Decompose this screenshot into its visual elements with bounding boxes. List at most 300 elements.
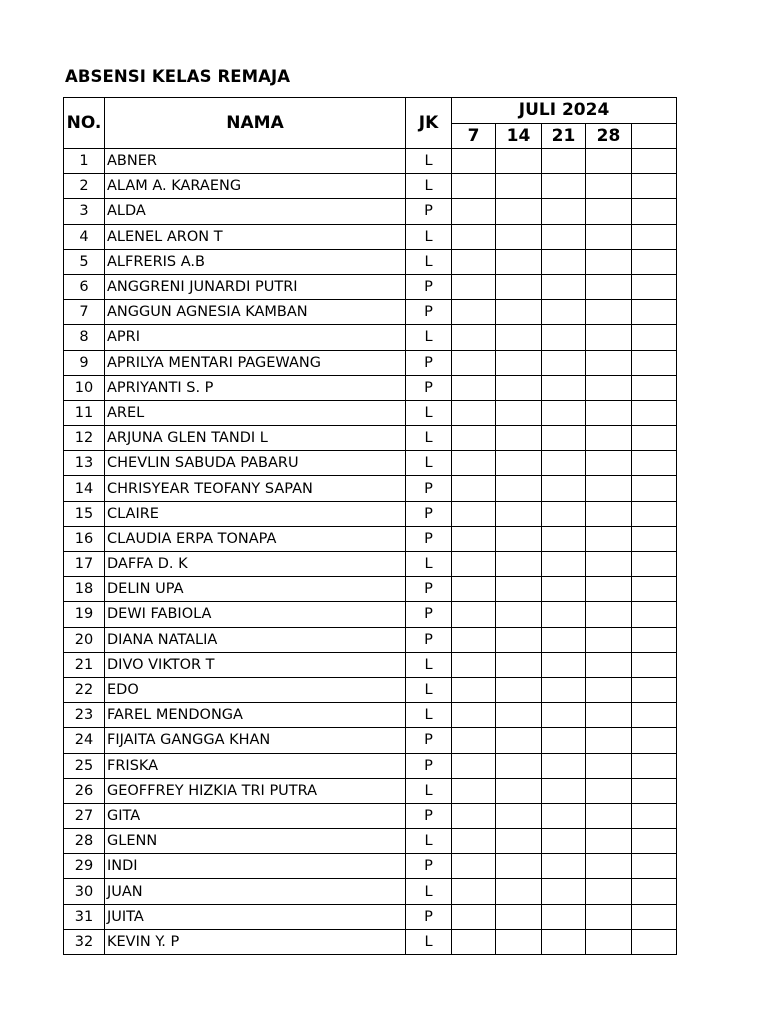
attendance-cell[interactable] xyxy=(452,652,496,677)
attendance-cell[interactable] xyxy=(452,249,496,274)
attendance-cell[interactable] xyxy=(542,174,586,199)
attendance-cell[interactable] xyxy=(632,829,677,854)
attendance-cell[interactable] xyxy=(452,174,496,199)
attendance-cell[interactable] xyxy=(496,149,542,174)
student-name: ANGGRENI JUNARDI PUTRI xyxy=(105,274,406,299)
student-name: FAREL MENDONGA xyxy=(105,703,406,728)
attendance-cell[interactable] xyxy=(586,451,632,476)
row-number: 31 xyxy=(64,904,105,929)
table-row xyxy=(64,400,677,425)
attendance-cell[interactable] xyxy=(632,728,677,753)
student-gender: P xyxy=(406,627,452,652)
attendance-cell[interactable] xyxy=(452,426,496,451)
attendance-cell[interactable] xyxy=(452,149,496,174)
attendance-cell[interactable] xyxy=(452,929,496,954)
student-name: DELIN UPA xyxy=(105,577,406,602)
table-row xyxy=(64,249,677,274)
attendance-cell[interactable] xyxy=(586,552,632,577)
attendance-cell[interactable] xyxy=(452,274,496,299)
attendance-cell[interactable] xyxy=(632,149,677,174)
attendance-cell[interactable] xyxy=(496,274,542,299)
attendance-cell[interactable] xyxy=(586,854,632,879)
student-gender: P xyxy=(406,854,452,879)
student-name: ALAM A. KARAENG xyxy=(105,174,406,199)
attendance-cell[interactable] xyxy=(542,526,586,551)
attendance-cell[interactable] xyxy=(632,602,677,627)
attendance-cell[interactable] xyxy=(496,199,542,224)
student-gender: L xyxy=(406,451,452,476)
attendance-cell[interactable] xyxy=(632,652,677,677)
row-number: 18 xyxy=(64,577,105,602)
student-name: ALDA xyxy=(105,199,406,224)
attendance-cell[interactable] xyxy=(542,224,586,249)
attendance-cell[interactable] xyxy=(542,829,586,854)
attendance-cell[interactable] xyxy=(496,375,542,400)
student-name: ALFRERIS A.B xyxy=(105,249,406,274)
attendance-cell[interactable] xyxy=(586,526,632,551)
table-row xyxy=(64,476,677,501)
attendance-cell[interactable] xyxy=(496,753,542,778)
attendance-cell[interactable] xyxy=(586,753,632,778)
attendance-cell[interactable] xyxy=(452,552,496,577)
attendance-cell[interactable] xyxy=(452,501,496,526)
table-row xyxy=(64,753,677,778)
attendance-cell[interactable] xyxy=(632,526,677,551)
attendance-cell[interactable] xyxy=(542,879,586,904)
row-number: 10 xyxy=(64,375,105,400)
row-number: 4 xyxy=(64,224,105,249)
attendance-cell[interactable] xyxy=(452,300,496,325)
attendance-cell[interactable] xyxy=(632,854,677,879)
row-number: 24 xyxy=(64,728,105,753)
attendance-cell[interactable] xyxy=(632,199,677,224)
student-name: ANGGUN AGNESIA KAMBAN xyxy=(105,300,406,325)
attendance-cell[interactable] xyxy=(496,577,542,602)
attendance-cell[interactable] xyxy=(542,803,586,828)
header-row-top xyxy=(64,98,677,124)
attendance-cell[interactable] xyxy=(586,249,632,274)
row-number: 3 xyxy=(64,199,105,224)
table-row xyxy=(64,703,677,728)
attendance-cell[interactable] xyxy=(496,778,542,803)
attendance-cell[interactable] xyxy=(496,426,542,451)
student-name: CLAIRE xyxy=(105,501,406,526)
attendance-cell[interactable] xyxy=(542,677,586,702)
student-gender: P xyxy=(406,501,452,526)
student-name: DIVO VIKTOR T xyxy=(105,652,406,677)
table-row xyxy=(64,879,677,904)
student-gender: L xyxy=(406,778,452,803)
attendance-cell[interactable] xyxy=(496,627,542,652)
attendance-cell[interactable] xyxy=(452,375,496,400)
attendance-cell[interactable] xyxy=(586,300,632,325)
attendance-cell[interactable] xyxy=(542,375,586,400)
attendance-cell[interactable] xyxy=(542,400,586,425)
attendance-cell[interactable] xyxy=(586,803,632,828)
attendance-cell[interactable] xyxy=(496,249,542,274)
row-number: 17 xyxy=(64,552,105,577)
attendance-cell[interactable] xyxy=(632,451,677,476)
row-number: 32 xyxy=(64,929,105,954)
table-row xyxy=(64,552,677,577)
attendance-cell[interactable] xyxy=(542,627,586,652)
table-row xyxy=(64,451,677,476)
attendance-cell[interactable] xyxy=(542,249,586,274)
student-gender: L xyxy=(406,829,452,854)
attendance-cell[interactable] xyxy=(496,552,542,577)
student-gender: P xyxy=(406,904,452,929)
student-gender: L xyxy=(406,426,452,451)
attendance-cell[interactable] xyxy=(586,174,632,199)
student-name: ABNER xyxy=(105,149,406,174)
attendance-cell[interactable] xyxy=(632,426,677,451)
table-row xyxy=(64,577,677,602)
attendance-cell[interactable] xyxy=(632,400,677,425)
header-nama: NAMA xyxy=(105,98,406,149)
student-name: CHEVLIN SABUDA PABARU xyxy=(105,451,406,476)
row-number: 12 xyxy=(64,426,105,451)
attendance-cell[interactable] xyxy=(452,904,496,929)
attendance-cell[interactable] xyxy=(632,350,677,375)
row-number: 20 xyxy=(64,627,105,652)
attendance-cell[interactable] xyxy=(586,929,632,954)
attendance-cell[interactable] xyxy=(496,325,542,350)
student-name: APRILYA MENTARI PAGEWANG xyxy=(105,350,406,375)
attendance-cell[interactable] xyxy=(632,703,677,728)
student-gender: P xyxy=(406,274,452,299)
attendance-cell[interactable] xyxy=(632,274,677,299)
page-title: ABSENSI KELAS REMAJA xyxy=(65,67,291,86)
table-row xyxy=(64,652,677,677)
student-name: FIJAITA GANGGA KHAN xyxy=(105,728,406,753)
row-number: 7 xyxy=(64,300,105,325)
attendance-cell[interactable] xyxy=(496,829,542,854)
row-number: 11 xyxy=(64,400,105,425)
student-name: APRI xyxy=(105,325,406,350)
student-gender: P xyxy=(406,753,452,778)
student-name: DEWI FABIOLA xyxy=(105,602,406,627)
attendance-cell[interactable] xyxy=(632,552,677,577)
student-name: DIANA NATALIA xyxy=(105,627,406,652)
table-row xyxy=(64,501,677,526)
student-gender: L xyxy=(406,249,452,274)
attendance-cell[interactable] xyxy=(586,677,632,702)
header-date: 7 xyxy=(452,123,496,149)
row-number: 28 xyxy=(64,829,105,854)
attendance-cell[interactable] xyxy=(452,350,496,375)
student-name: GEOFFREY HIZKIA TRI PUTRA xyxy=(105,778,406,803)
student-gender: L xyxy=(406,174,452,199)
attendance-cell[interactable] xyxy=(632,879,677,904)
attendance-cell[interactable] xyxy=(542,300,586,325)
attendance-cell[interactable] xyxy=(452,602,496,627)
attendance-cell[interactable] xyxy=(542,552,586,577)
attendance-cell[interactable] xyxy=(586,501,632,526)
attendance-cell[interactable] xyxy=(542,476,586,501)
attendance-cell[interactable] xyxy=(452,577,496,602)
student-gender: P xyxy=(406,375,452,400)
student-name: ALENEL ARON T xyxy=(105,224,406,249)
attendance-cell[interactable] xyxy=(632,929,677,954)
attendance-cell[interactable] xyxy=(586,325,632,350)
attendance-cell[interactable] xyxy=(586,879,632,904)
table-row xyxy=(64,627,677,652)
student-gender: L xyxy=(406,325,452,350)
row-number: 25 xyxy=(64,753,105,778)
attendance-cell[interactable] xyxy=(542,325,586,350)
attendance-cell[interactable] xyxy=(452,199,496,224)
table-row xyxy=(64,803,677,828)
table-row xyxy=(64,929,677,954)
attendance-cell[interactable] xyxy=(586,149,632,174)
row-number: 14 xyxy=(64,476,105,501)
attendance-cell[interactable] xyxy=(586,400,632,425)
attendance-cell[interactable] xyxy=(542,426,586,451)
table-row xyxy=(64,904,677,929)
attendance-cell[interactable] xyxy=(452,400,496,425)
attendance-cell[interactable] xyxy=(586,703,632,728)
table-row xyxy=(64,677,677,702)
student-name: INDI xyxy=(105,854,406,879)
student-name: EDO xyxy=(105,677,406,702)
student-gender: L xyxy=(406,677,452,702)
student-gender: P xyxy=(406,602,452,627)
student-gender: L xyxy=(406,224,452,249)
student-gender: P xyxy=(406,350,452,375)
attendance-cell[interactable] xyxy=(586,778,632,803)
attendance-cell[interactable] xyxy=(542,904,586,929)
table-row xyxy=(64,325,677,350)
attendance-cell[interactable] xyxy=(542,652,586,677)
header-no: NO. xyxy=(64,98,105,149)
row-number: 2 xyxy=(64,174,105,199)
student-gender: L xyxy=(406,879,452,904)
attendance-cell[interactable] xyxy=(542,778,586,803)
attendance-cell[interactable] xyxy=(586,350,632,375)
attendance-cell[interactable] xyxy=(452,829,496,854)
table-row xyxy=(64,426,677,451)
table-row xyxy=(64,778,677,803)
student-name: JUITA xyxy=(105,904,406,929)
row-number: 22 xyxy=(64,677,105,702)
table-row xyxy=(64,174,677,199)
row-number: 29 xyxy=(64,854,105,879)
table-body xyxy=(64,149,677,955)
attendance-cell[interactable] xyxy=(496,476,542,501)
attendance-cell[interactable] xyxy=(542,703,586,728)
attendance-cell[interactable] xyxy=(632,904,677,929)
attendance-cell[interactable] xyxy=(586,476,632,501)
attendance-cell[interactable] xyxy=(452,803,496,828)
attendance-cell[interactable] xyxy=(496,602,542,627)
attendance-cell[interactable] xyxy=(632,300,677,325)
student-gender: L xyxy=(406,929,452,954)
attendance-cell[interactable] xyxy=(586,728,632,753)
attendance-cell[interactable] xyxy=(452,728,496,753)
attendance-cell[interactable] xyxy=(632,375,677,400)
attendance-cell[interactable] xyxy=(496,929,542,954)
table-row xyxy=(64,149,677,174)
student-gender: P xyxy=(406,577,452,602)
attendance-cell[interactable] xyxy=(496,854,542,879)
row-number: 13 xyxy=(64,451,105,476)
attendance-cell[interactable] xyxy=(496,501,542,526)
attendance-cell[interactable] xyxy=(632,174,677,199)
attendance-cell[interactable] xyxy=(496,300,542,325)
attendance-cell[interactable] xyxy=(496,652,542,677)
header-jk: JK xyxy=(406,98,452,149)
attendance-cell[interactable] xyxy=(542,602,586,627)
attendance-cell[interactable] xyxy=(542,728,586,753)
student-gender: L xyxy=(406,400,452,425)
attendance-cell[interactable] xyxy=(586,426,632,451)
student-name: ARJUNA GLEN TANDI L xyxy=(105,426,406,451)
attendance-cell[interactable] xyxy=(542,577,586,602)
attendance-cell[interactable] xyxy=(542,753,586,778)
attendance-cell[interactable] xyxy=(496,224,542,249)
attendance-cell[interactable] xyxy=(452,677,496,702)
table-row xyxy=(64,300,677,325)
attendance-cell[interactable] xyxy=(452,476,496,501)
student-name: CHRISYEAR TEOFANY SAPAN xyxy=(105,476,406,501)
attendance-cell[interactable] xyxy=(632,778,677,803)
attendance-cell[interactable] xyxy=(632,577,677,602)
attendance-cell[interactable] xyxy=(632,476,677,501)
row-number: 27 xyxy=(64,803,105,828)
table-row xyxy=(64,274,677,299)
attendance-cell[interactable] xyxy=(496,703,542,728)
header-date: 28 xyxy=(586,123,632,149)
attendance-cell[interactable] xyxy=(496,904,542,929)
attendance-cell[interactable] xyxy=(586,627,632,652)
attendance-cell[interactable] xyxy=(452,879,496,904)
table-row xyxy=(64,829,677,854)
student-name: APRIYANTI S. P xyxy=(105,375,406,400)
student-name: KEVIN Y. P xyxy=(105,929,406,954)
attendance-cell[interactable] xyxy=(452,224,496,249)
row-number: 26 xyxy=(64,778,105,803)
attendance-cell[interactable] xyxy=(632,627,677,652)
attendance-cell[interactable] xyxy=(586,375,632,400)
attendance-cell[interactable] xyxy=(632,224,677,249)
attendance-cell[interactable] xyxy=(586,829,632,854)
table-row xyxy=(64,602,677,627)
attendance-cell[interactable] xyxy=(632,803,677,828)
row-number: 1 xyxy=(64,149,105,174)
attendance-cell[interactable] xyxy=(632,249,677,274)
row-number: 8 xyxy=(64,325,105,350)
student-gender: P xyxy=(406,199,452,224)
attendance-cell[interactable] xyxy=(496,677,542,702)
student-gender: P xyxy=(406,526,452,551)
attendance-cell[interactable] xyxy=(496,350,542,375)
row-number: 19 xyxy=(64,602,105,627)
attendance-cell[interactable] xyxy=(452,451,496,476)
header-date: 21 xyxy=(542,123,586,149)
attendance-cell[interactable] xyxy=(452,526,496,551)
attendance-cell[interactable] xyxy=(452,325,496,350)
attendance-table xyxy=(63,97,677,955)
attendance-cell[interactable] xyxy=(632,753,677,778)
student-name: JUAN xyxy=(105,879,406,904)
attendance-cell[interactable] xyxy=(542,501,586,526)
attendance-cell[interactable] xyxy=(452,753,496,778)
attendance-cell[interactable] xyxy=(452,854,496,879)
attendance-cell[interactable] xyxy=(452,703,496,728)
student-name: GLENN xyxy=(105,829,406,854)
table-row xyxy=(64,728,677,753)
student-name: FRISKA xyxy=(105,753,406,778)
student-gender: P xyxy=(406,728,452,753)
attendance-cell[interactable] xyxy=(586,904,632,929)
attendance-cell[interactable] xyxy=(496,728,542,753)
attendance-cell[interactable] xyxy=(586,577,632,602)
attendance-cell[interactable] xyxy=(632,677,677,702)
table-row xyxy=(64,854,677,879)
student-name: CLAUDIA ERPA TONAPA xyxy=(105,526,406,551)
attendance-cell[interactable] xyxy=(586,199,632,224)
student-name: AREL xyxy=(105,400,406,425)
attendance-cell[interactable] xyxy=(542,929,586,954)
attendance-cell[interactable] xyxy=(632,501,677,526)
table-row xyxy=(64,526,677,551)
table-row xyxy=(64,224,677,249)
attendance-cell[interactable] xyxy=(586,274,632,299)
attendance-cell[interactable] xyxy=(542,854,586,879)
attendance-cell[interactable] xyxy=(496,451,542,476)
attendance-cell[interactable] xyxy=(632,325,677,350)
attendance-cell[interactable] xyxy=(542,451,586,476)
student-gender: L xyxy=(406,652,452,677)
attendance-cell[interactable] xyxy=(452,627,496,652)
attendance-cell[interactable] xyxy=(542,274,586,299)
attendance-cell[interactable] xyxy=(542,149,586,174)
attendance-cell[interactable] xyxy=(452,778,496,803)
attendance-cell[interactable] xyxy=(586,652,632,677)
row-number: 30 xyxy=(64,879,105,904)
row-number: 15 xyxy=(64,501,105,526)
attendance-cell[interactable] xyxy=(542,199,586,224)
student-gender: L xyxy=(406,552,452,577)
table-row xyxy=(64,199,677,224)
row-number: 21 xyxy=(64,652,105,677)
attendance-cell[interactable] xyxy=(496,174,542,199)
student-gender: P xyxy=(406,803,452,828)
attendance-cell[interactable] xyxy=(496,526,542,551)
attendance-cell[interactable] xyxy=(496,400,542,425)
header-date xyxy=(632,123,677,149)
attendance-cell[interactable] xyxy=(586,602,632,627)
student-gender: L xyxy=(406,703,452,728)
attendance-cell[interactable] xyxy=(496,803,542,828)
row-number: 23 xyxy=(64,703,105,728)
row-number: 16 xyxy=(64,526,105,551)
student-gender: P xyxy=(406,300,452,325)
student-gender: P xyxy=(406,476,452,501)
student-name: DAFFA D. K xyxy=(105,552,406,577)
header-month: JULI 2024 xyxy=(452,98,677,124)
row-number: 9 xyxy=(64,350,105,375)
row-number: 5 xyxy=(64,249,105,274)
attendance-cell[interactable] xyxy=(586,224,632,249)
table-row xyxy=(64,375,677,400)
student-gender: L xyxy=(406,149,452,174)
header-date: 14 xyxy=(496,123,542,149)
attendance-cell[interactable] xyxy=(496,879,542,904)
row-number: 6 xyxy=(64,274,105,299)
attendance-cell[interactable] xyxy=(542,350,586,375)
table-row xyxy=(64,350,677,375)
